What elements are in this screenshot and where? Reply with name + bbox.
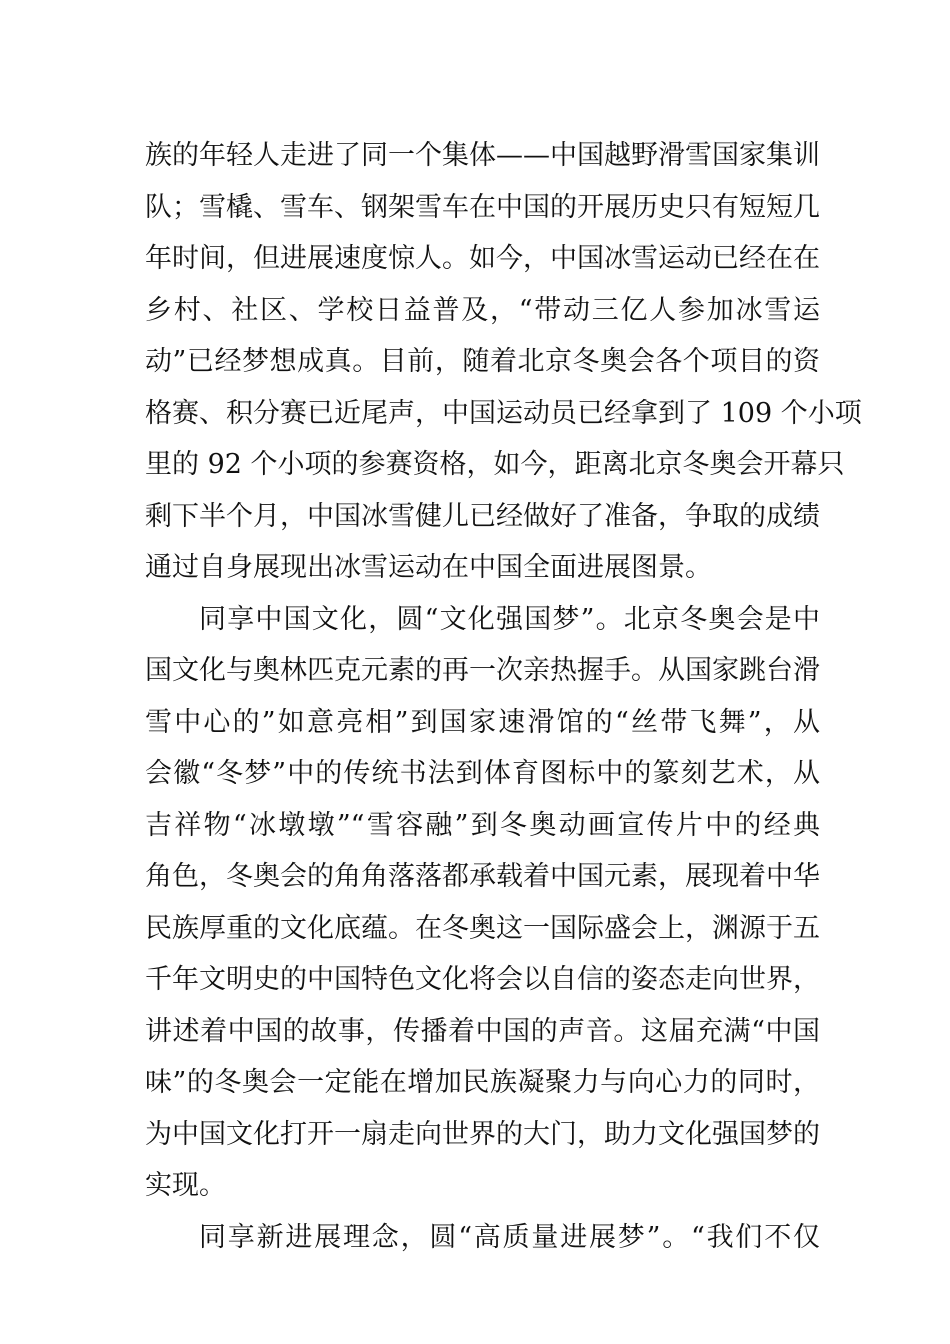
text-line: 会徽“冬梦”中的传统书法到体育图标中的篆刻艺术，从 xyxy=(145,758,820,789)
text-line: 味”的冬奥会一定能在增加民族凝聚力与向心力的同时， xyxy=(145,1067,820,1098)
text-line: 角色，冬奥会的角角落落都承载着中国元素，展现着中华 xyxy=(145,861,820,892)
text-line: 民族厚重的文化底蕴。在冬奥这一国际盛会上，渊源于五 xyxy=(145,912,820,944)
text-line: 年时间，但进展速度惊人。如今，中国冰雪运动已经在在 xyxy=(145,243,820,274)
text-line: 格赛、积分赛已近尾声，中国运动员已经拿到了 109 个小项 xyxy=(145,397,862,429)
text-line: 吉祥物“冰墩墩”“雪容融”到冬奥动画宣传片中的经典 xyxy=(145,809,820,841)
text-line: 雪中心的”如意亮相”到国家速滑馆的“丝带飞舞”，从 xyxy=(145,706,820,738)
paragraph-start-line: 同享新进展理念，圆“高质量进展梦”。“我们不仅 xyxy=(199,1221,820,1253)
text-line: 国文化与奥林匹克元素的再一次亲热握手。从国家跳台滑 xyxy=(145,655,820,686)
paragraph-start-line: 同享中国文化，圆“文化强国梦”。北京冬奥会是中 xyxy=(199,603,820,635)
body-text xyxy=(145,130,862,1263)
text-line: 族的年轻人走进了同一个集体——中国越野滑雪国家集训 xyxy=(145,140,820,171)
text-line: 通过自身展现出冰雪运动在中国全面进展图景。 xyxy=(145,552,712,583)
text-line: 乡村、社区、学校日益普及，“带动三亿人参加冰雪运 xyxy=(145,294,820,326)
text-line: 千年文明史的中国特色文化将会以自信的姿态走向世界， xyxy=(145,964,820,995)
text-line: 剩下半个月，中国冰雪健儿已经做好了准备，争取的成绩 xyxy=(145,500,820,532)
text-line: 队；雪橇、雪车、钢架雪车在中国的开展历史只有短短几 xyxy=(145,191,820,223)
text-line: 里的 92 个小项的参赛资格，如今，距离北京冬奥会开幕只 xyxy=(145,449,845,480)
text-line: 实现。 xyxy=(145,1170,226,1201)
text-line: 讲述着中国的故事，传播着中国的声音。这届充满“中国 xyxy=(145,1015,820,1047)
text-line: 动”已经梦想成真。目前，随着北京冬奥会各个项目的资 xyxy=(145,346,820,377)
text-line: 为中国文化打开一扇走向世界的大门，助力文化强国梦的 xyxy=(145,1118,820,1150)
